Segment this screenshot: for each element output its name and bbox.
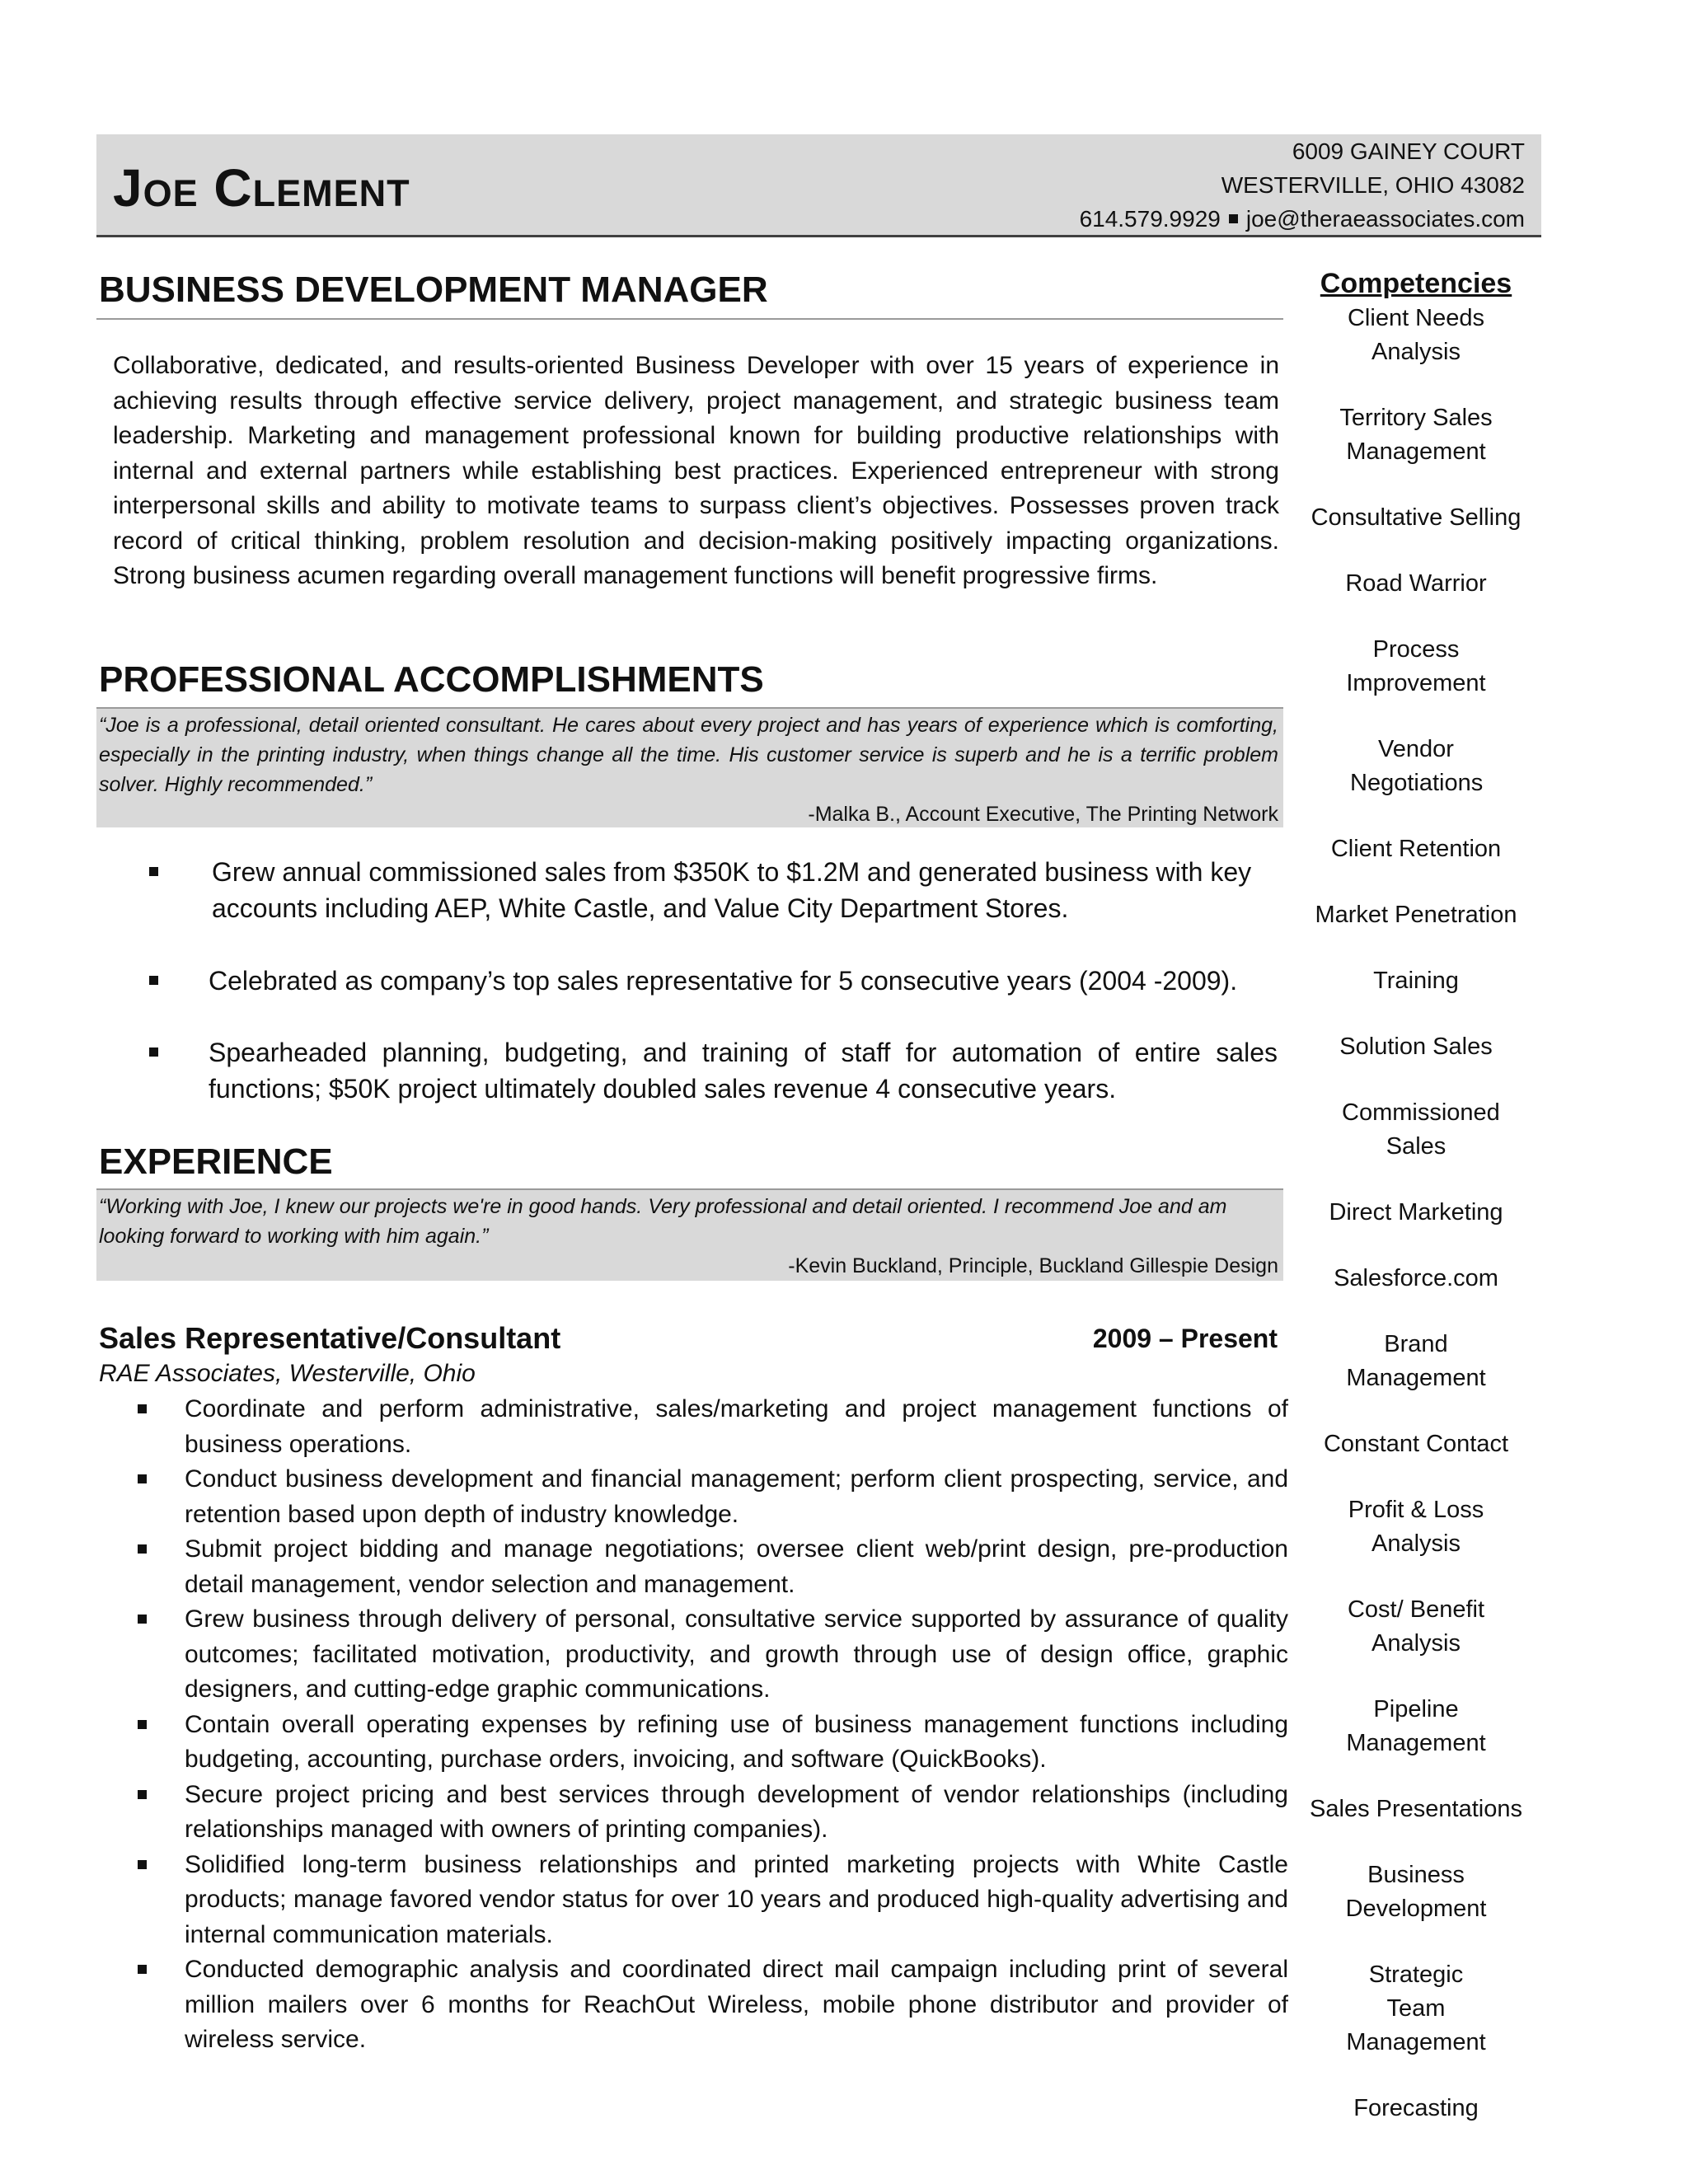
separator-square-icon — [1229, 214, 1238, 223]
competency-item: Business Development — [1345, 1862, 1487, 1922]
address-line-2: WESTERVILLE, OHIO 43082 — [1221, 172, 1525, 198]
address-line-1: 6009 GAINEY COURT — [1292, 138, 1525, 164]
profile-summary: Collaborative, dedicated, and results-oriented Business Developer with over 15 years of experience in achieving results through effective service delivery, project management, and strategic business team leadership. Marketing and management professional known for building productive relationships with internal and external partners while establishing best practices. Experienced entrepreneur with strong interpersonal skills and ability to motivate teams to surpass client’s objectives. Possesses proven track record of critical thinking, problem resolution and decision-making positively impacting organizations. Strong business acumen regarding overall management functions will benefit progressive firms. — [113, 352, 1279, 589]
bullet-square-icon — [149, 867, 158, 876]
competency-item: Consultative Selling — [1311, 504, 1522, 531]
job-title-heading: BUSINESS DEVELOPMENT MANAGER — [99, 269, 768, 310]
bullet-square-icon — [138, 1474, 147, 1483]
competency-item: Training — [1373, 968, 1459, 994]
accomplishment-text: Celebrated as company’s top sales representative for 5 consecutive years (2004 -2009). — [209, 966, 1238, 996]
duty-item: Submit project bidding and manage negotiations; oversee client web/print design, pre-production detail management, vendor selection and management. — [96, 1532, 1288, 1602]
bullet-square-icon — [138, 1544, 147, 1554]
competency-item: Forecasting — [1353, 2095, 1479, 2121]
position-dates: 2009 – Present — [1092, 1324, 1278, 1353]
bullet-square-icon — [138, 1860, 147, 1869]
competency-item: Constant Contact — [1323, 1431, 1509, 1457]
duties-list — [96, 1392, 1288, 2058]
accomplishments-list-2 — [96, 963, 1283, 999]
bullet-square-icon — [138, 1404, 147, 1413]
company-name: RAE Associates, Westerville, Ohio — [99, 1360, 476, 1387]
competency-item: Profit & Loss Analysis — [1348, 1497, 1484, 1557]
competency-item: Strategic Team Management — [1346, 1961, 1486, 2055]
bullet-square-icon — [149, 976, 158, 985]
competency-item: Vendor Negotiations — [1350, 736, 1484, 796]
accomplishment-text: Grew annual commissioned sales from $350K to $1.2M and generated business with key accounts including AEP, White Castle, and Value City Department Stores. — [212, 857, 1252, 923]
bullet-square-icon — [138, 1720, 147, 1729]
contact-block — [1080, 134, 1525, 236]
accomplishments-list — [96, 854, 1283, 926]
position-title: Sales Representative/Consultant — [99, 1321, 561, 1355]
accomplishment-item — [96, 854, 1333, 926]
testimonial-quote: “Joe is a professional, detail oriented consultant. He cares about every project and has years of experience which is comforting, especially in the printing industry, when things change all the time. His customer service is superb and he is a terrific problem solver. Highly recommended.” — [99, 714, 1278, 796]
phone: 614.579.9929 — [1079, 206, 1221, 232]
duty-item: Secure project pricing and best services through development of vendor relationships (including relationships managed with owners of printing companies). — [96, 1778, 1288, 1848]
accomplishments-testimonial — [96, 707, 1283, 827]
accomplishments-list-3 — [96, 1034, 1283, 1107]
candidate-name: Joe Clement — [113, 158, 410, 218]
competency-item: Commissioned Sales — [1342, 1099, 1500, 1160]
bullet-square-icon — [138, 1615, 147, 1624]
competency-item: Solution Sales — [1339, 1033, 1493, 1060]
duty-item: Grew business through delivery of personal, consultative service supported by assurance of quality outcomes; facilitated motivation, productivity, and growth through use of design office, graphic designers, and cutting-edge graphic communications. — [96, 1602, 1288, 1708]
competency-item: Sales Presentations — [1310, 1796, 1522, 1822]
bullet-square-icon — [149, 1047, 158, 1057]
competency-item: Cost/ Benefit Analysis — [1347, 1596, 1485, 1657]
competency-item: Pipeline Management — [1346, 1696, 1486, 1756]
competency-item: Market Penetration — [1315, 902, 1517, 928]
phone-email-line — [1080, 202, 1525, 236]
duty-item: Coordinate and perform administrative, sales/marketing and project management functions of business operations. — [96, 1392, 1288, 1462]
testimonial-attribution: -Malka B., Account Executive, The Printing Network — [808, 803, 1278, 826]
testimonial-attribution: -Kevin Buckland, Principle, Buckland Gillespie Design — [788, 1254, 1278, 1277]
competency-item: Client Needs Analysis — [1347, 305, 1485, 365]
competency-item: Client Retention — [1330, 836, 1502, 862]
bullet-square-icon — [138, 1965, 147, 1974]
competency-item: Territory Sales Management — [1339, 405, 1493, 465]
duty-item: Conducted demographic analysis and coordinated direct mail campaign including print of several million mailers over 6 months for ReachOut Wireless, mobile phone distributor and provider of wireless service. — [96, 1952, 1288, 2058]
duty-item: Contain overall operating expenses by refining use of business management functions including budgeting, accounting, purchase orders, invoicing, and software (QuickBooks). — [96, 1708, 1288, 1778]
title-divider — [96, 318, 1283, 320]
bullet-square-icon — [138, 1790, 147, 1799]
duty-item: Solidified long-term business relationships and printed marketing projects with White Castle products; manage favored vendor status for over 10 years and produced high-quality advertising and internal communication materials. — [96, 1848, 1288, 1953]
experience-heading: EXPERIENCE — [99, 1141, 333, 1182]
experience-testimonial — [96, 1188, 1283, 1281]
competency-item: Road Warrior — [1345, 570, 1487, 597]
testimonial-quote: “Working with Joe, I knew our projects we're in good hands. Very professional and detail oriented. I recommend Joe and am looking forward to working with him again.” — [99, 1195, 1227, 1248]
competency-item: Process Improvement — [1346, 636, 1486, 696]
competency-item: Salesforce.com — [1334, 1265, 1498, 1291]
competency-item: Brand Management — [1346, 1331, 1486, 1391]
competency-item: Direct Marketing — [1329, 1199, 1503, 1226]
competencies-heading: Competencies — [1320, 268, 1512, 299]
accomplishment-text: Spearheaded planning, budgeting, and training of staff for automation of entire sales functions; $50K project ultimately doubled sales revenue 4 consecutive years. — [209, 1038, 1278, 1104]
accomplishment-item — [96, 1034, 1278, 1107]
email: joe@theraeassociates.com — [1245, 206, 1525, 232]
duty-item: Conduct business development and financial management; perform client prospecting, service, and retention based upon depth of industry knowledge. — [96, 1462, 1288, 1532]
accomplishments-heading: PROFESSIONAL ACCOMPLISHMENTS — [99, 659, 764, 700]
accomplishment-item — [96, 963, 1283, 999]
competencies-list — [1292, 302, 1540, 2158]
